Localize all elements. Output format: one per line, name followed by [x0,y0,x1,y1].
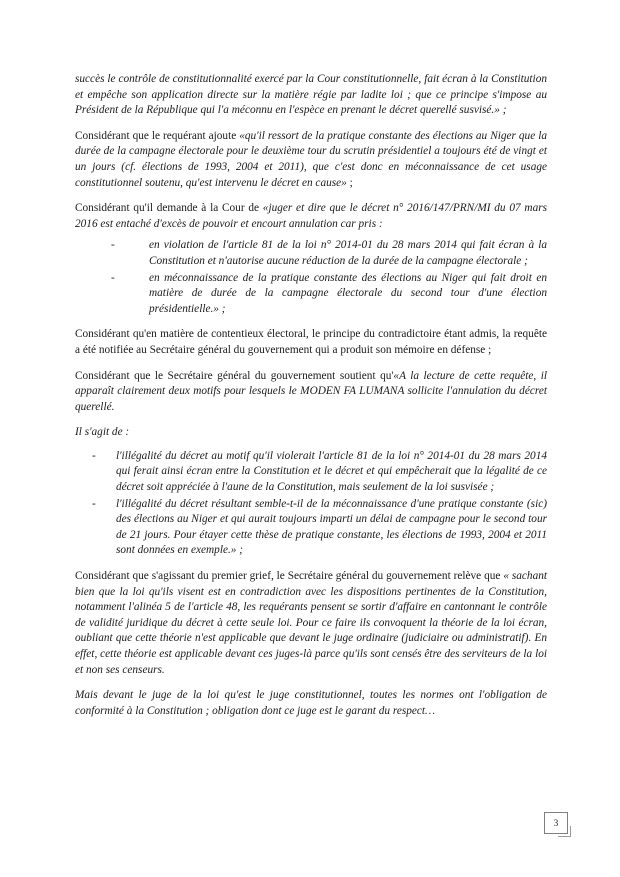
list-item [111,238,547,269]
paragraph-lead: Considérant que le Secrétaire général du gouvernement soutient qu' [75,369,394,382]
list-item [92,497,547,559]
list-item-text: en violation de l'article 81 de la loi n° 2014-01 du 28 mars 2014 qui fait écran à la Constitution et n'autorise aucune réduction de la durée de la campagne électorale ; [149,239,547,267]
paragraph-sg-soutient [75,369,547,416]
paragraph-lead: Considérant qu'il demande à la Cour de [75,202,263,215]
list-item-text: en méconnaissance de la pratique constante des élections au Niger qui fait droit en matière de durée de la campagne électorale du second tour d'une élection présidentielle.» ; [149,271,547,315]
page-number: 3 [544,812,568,834]
dash-bullet: - [111,239,115,252]
paragraph-demande-cour [75,201,547,232]
paragraph-quote: «A la lecture de cette requête, il apparaît clairement deux motifs pour lesquels le MODEN FA LUMANA sollicite l'annulation du décret querellé. [75,369,547,413]
paragraph-contradictoire: Considérant qu'en matière de contentieux électoral, le principe du contradictoire étant admis, la requête a été notifiée au Secrétaire général du gouvernement qui a produit son mémoire en défense ; [75,328,547,356]
dash-bullet: - [111,271,115,284]
dash-bullet: - [92,497,96,510]
paragraph-continuation: succès le contrôle de constitutionnalité exercé par la Cour constitutionnelle, fait écran à la Constitution et empêche son application directe sur la matière régie par ladite loi ; que ce principe s'impose au Président de la République qui l'a méconnu en l'espèce en prenant le décret querellé susvisé.» ; [75,73,547,117]
paragraph-lead: Considérant que le requérant ajoute [75,129,240,142]
motifs-list [75,449,547,559]
list-item-text: l'illégalité du décret résultant semble-t-il de la méconnaissance d'une pratique constante (sic) des élections au Niger et qui aurait toujours imparti un délai de campagne pour le second tour de 21 jours. Pour étayer cette thèse de pratique constante, les élections de 1993, 2004 et 2011 sont données en exemple.» ; [116,497,547,557]
dash-bullet: - [92,449,96,462]
paragraph-tail: ; [346,176,353,189]
paragraph-requerant-ajoute [75,129,547,191]
paragraph-lead: Considérant que s'agissant du premier grief, le Secrétaire général du gouvernement relève que [75,570,504,583]
paragraph-quote: « sachant bien que la loi qu'ils visent est en contradiction avec les dispositions pertinentes de la Constitution, notamment l'alinéa 5 de l'article 48, les requérants pensent se sortir d'affaire en cantonnant le contrôle de validité juridique du décret à cette seule loi. Pour ce faire ils convoquent la théorie de la loi écran, oubliant que cette théorie n'est applicable que devant le juge ordinaire (judiciaire ou administratif). En effet, cette théorie est applicable devant ces juges-là parce qu'ils sont censés être des serviteurs de la loi et non ses censeurs. [75,570,547,676]
list-item-text: l'illégalité du décret au motif qu'il violerait l'article 81 de la loi n° 2014-01 du 28 mars 2014 qui ferait ainsi écran entre la Constitution et le décret et qui empêcherait que la légalité de ce décret soit appréciée à l'aune de la Constitution, mais seulement de la loi susvisée ; [116,449,547,494]
list-item [92,449,547,496]
document-page [75,72,547,729]
paragraph-premier-grief [75,569,547,678]
paragraph-quote: «qu'il ressort de la pratique constante des élections au Niger que la durée de la campagne électorale pour le deuxième tour du scrutin présidentiel a toujours été de vingt et un jours (cf. élections de 1993, 2004 et 2011), que c'est donc en méconnaissance de cet usage constitutionnel soutenu, qu'est intervenu le décret en cause» [75,129,547,189]
paragraph-juge-constitutionnel: Mais devant le juge de la loi qu'est le juge constitutionnel, toutes les normes ont l'obligation de conformité à la Constitution ; obligation dont ce juge est le garant du respect… [75,689,547,717]
grounds-list [75,238,547,317]
paragraph-il-s-agit: Il s'agit de : [75,426,130,439]
list-item [111,271,547,318]
paragraph-quote: «juger et dire que le décret n° 2016/147/PRN/MI du 07 mars 2016 est entaché d'excès de pouvoir et encourt annulation car pris : [75,202,548,230]
